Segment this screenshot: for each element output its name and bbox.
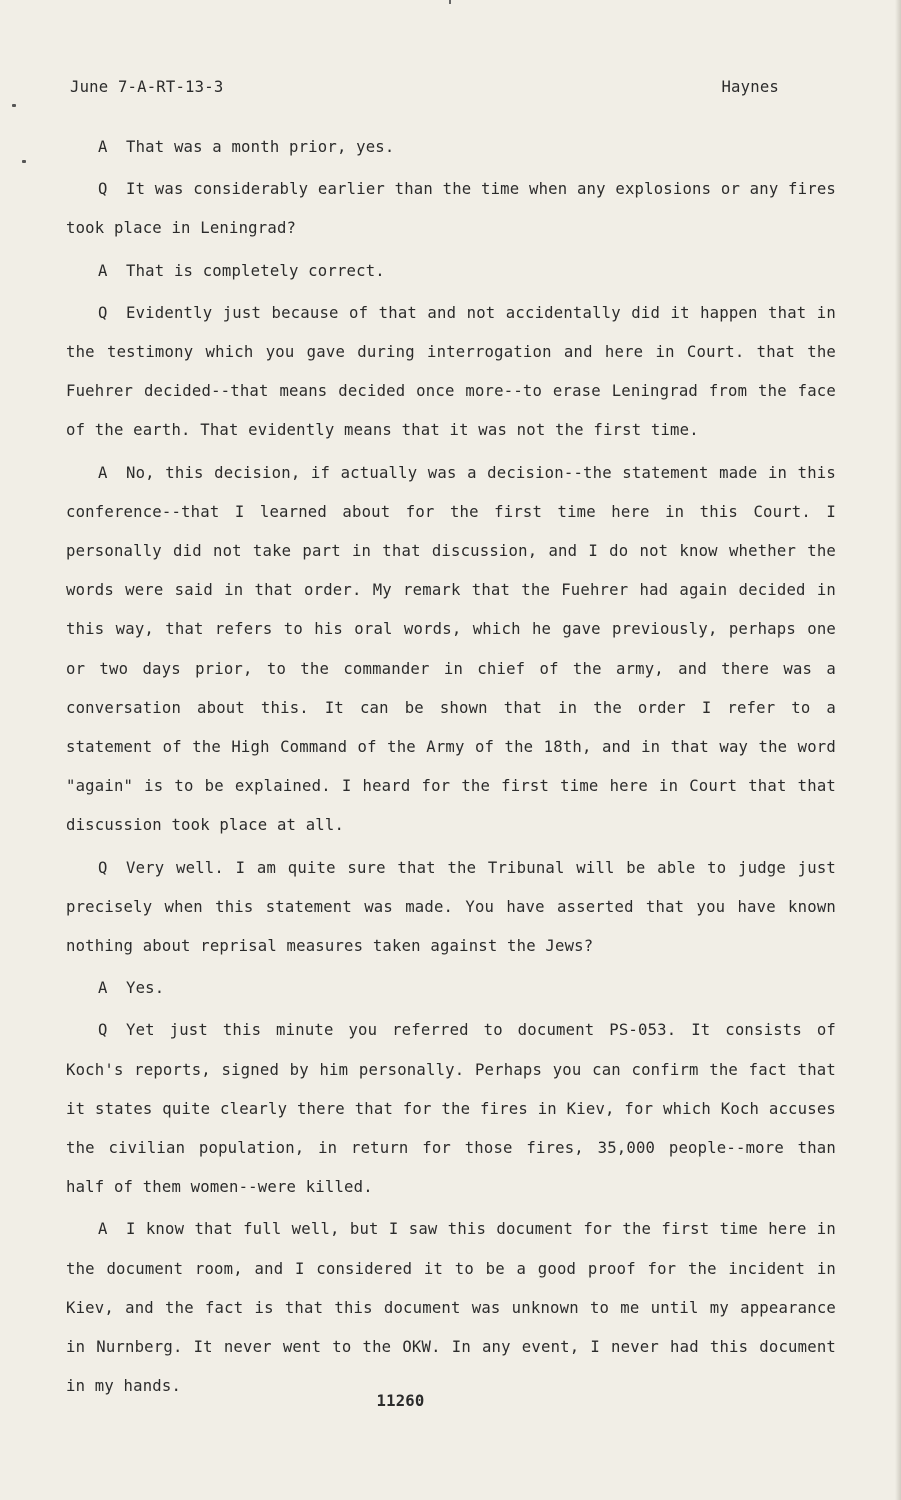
reporter-name: Haynes xyxy=(721,78,779,96)
speaker-label: A xyxy=(98,1220,108,1239)
testimony-text: Yet just this minute you referred to document PS-053. It consists of Koch's reports, signed by him personally. Perhaps you can confirm the fact that it states quite clearly there that for the fires in Kiev, for which Koch accuses the civilian population, in return for those fires, 35,000 people--more than half of them women--were killed. xyxy=(66,1021,836,1197)
speaker-label: Q xyxy=(98,180,108,199)
testimony-paragraph xyxy=(66,170,836,248)
testimony-text: No, this decision, if actually was a decision--the statement made in this conference--that I learned about for the first time here in this Court. I personally did not take part in that discussion, and I do not know whether the words were said in that order. My remark that the Fuehrer had again decided in this way, that refers to his oral words, which he gave previously, perhaps one or two days prior, to the commander in chief of the army, and there was a conversation about this. It can be shown that in the order I refer to a statement of the High Command of the Army of the 18th, and in that way the word "again" is to be explained. I heard for the first time here in Court that that discussion took place at all. xyxy=(66,463,836,835)
testimony-paragraph xyxy=(66,454,836,846)
speaker-label: Q xyxy=(98,303,108,322)
testimony-paragraph xyxy=(66,1011,836,1207)
testimony-paragraph xyxy=(66,128,836,167)
speaker-label: A xyxy=(98,979,108,998)
page-edge-mark xyxy=(449,0,451,4)
speaker-label: Q xyxy=(98,858,108,877)
testimony-text: That is completely correct. xyxy=(126,261,385,280)
testimony-text: It was considerably earlier than the time when any explosions or any fires took place in Leningrad? xyxy=(66,180,836,238)
speaker-label: A xyxy=(98,463,108,482)
testimony-paragraph xyxy=(66,294,836,451)
testimony-text: Yes. xyxy=(126,979,165,998)
speaker-label: A xyxy=(98,261,108,280)
margin-mark xyxy=(12,104,16,107)
testimony-paragraph xyxy=(66,969,836,1008)
testimony-text: That was a month prior, yes. xyxy=(126,138,395,156)
testimony-text: I know that full well, but I saw this document for the first time here in the document room, and I considered it to be a good proof for the incident in Kiev, and the fact is that this document was unknown to me until my appearance in Nurnberg. It never went to the OKW. In any event, I never had this document in my hands. xyxy=(66,1220,836,1396)
transcript-body xyxy=(66,128,836,1410)
margin-mark xyxy=(22,160,26,163)
transcript-reference: June 7-A-RT-13-3 xyxy=(70,78,224,96)
testimony-paragraph xyxy=(66,849,836,967)
page-header xyxy=(70,78,779,96)
testimony-paragraph xyxy=(66,1210,836,1406)
testimony-text: Very well. I am quite sure that the Tribunal will be able to judge just precisely when this statement was made. You have asserted that you have known nothing about reprisal measures taken against the Jews? xyxy=(66,858,836,956)
speaker-label: Q xyxy=(98,1021,108,1040)
page-number: 11260 xyxy=(376,1392,425,1410)
speaker-label: A xyxy=(98,138,108,156)
testimony-paragraph xyxy=(66,252,836,291)
page-edge-shadow xyxy=(895,0,901,1500)
testimony-text: Evidently just because of that and not accidentally did it happen that in the testimony which you gave during interrogation and here in Court. that the Fuehrer decided--that means decided once more--to erase Leningrad from the face of the earth. That evidently means that it was not the first time. xyxy=(66,303,836,440)
